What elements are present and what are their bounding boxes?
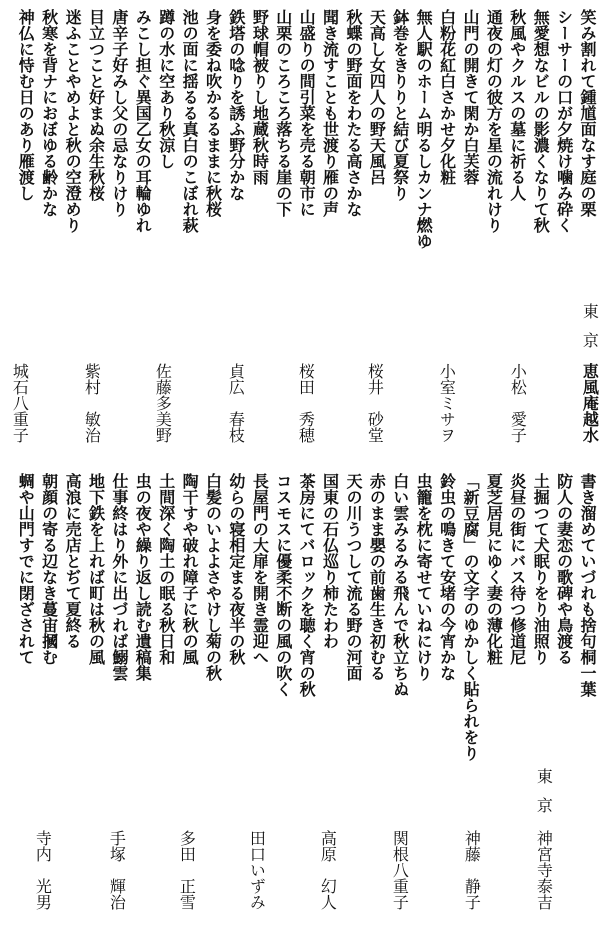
author-name: 寺内 光男 [33,830,53,910]
haiku-line: 天の川うつして流る野の河面 [343,473,363,681]
haiku-line: 山栗のころころ落ちる崖の下 [273,9,293,217]
haiku-line: 無人駅のホーム明るしカンナ燃ゆ [414,9,434,249]
haiku-line: 聞き流すことも世渡り雁の声 [320,9,340,217]
haiku-line: 目立つこと好まぬ余生秋桜 [86,9,106,201]
haiku-line: みこし担ぐ異国乙女の耳輪ゆれ [133,9,153,233]
author-name: 高原 幻人 [318,830,338,910]
haiku-line: 高浪に売店とぢて夏終る [63,473,83,649]
haiku-line: 笑み割れて鍾馗面なす庭の栗 [578,9,597,217]
haiku-line: 土間深く陶土の眠る秋日和 [156,473,176,665]
author-name: 小室ミサヲ [437,363,457,443]
author-name: 城石八重子 [10,363,30,443]
haiku-line: 秋蝶の野面をわたる高さかな [343,9,363,217]
haiku-line: 鉢巻をきりりと結び夏祭り [390,9,410,201]
haiku-line: 仕事終はり外に出づれば鰯雲 [109,473,129,681]
author-name: 桜井 砂堂 [365,363,385,443]
haiku-line: 無愛想なビルの影濃くなりて秋 [531,9,551,233]
haiku-line: 長屋門の大扉を開き霊迎へ [250,473,270,665]
haiku-line: コスモスに優柔不断の風の吹く [273,473,293,697]
haiku-line: 地下鉄を上れば町は秋の風 [86,473,106,665]
haiku-line: 国東の石仏巡り柿たわわ [320,473,340,649]
haiku-line: 山門の開きて閑か白芙蓉 [460,9,480,185]
haiku-line: 虫の夜や繰り返し読む遺稿集 [133,473,153,681]
haiku-line: 鉄塔の唸りを誘ふ野分かな [226,9,246,201]
haiku-line: 書き溜めていづれも捨句桐一葉 [578,473,597,697]
top-haiku-columns [14,9,599,339]
author-city: 東京 [580,303,600,361]
author-name: 佐藤多美野 [153,363,173,443]
bottom-haiku-section [0,464,610,928]
haiku-line: シーサーの口が夕焼け噛み砕く [554,9,574,233]
haiku-line: 鈴虫の鳴きて安堵の今宵かな [437,473,457,681]
author-name: 関根八重子 [390,830,410,910]
author-name: 田口いずみ [247,830,267,910]
haiku-line: 迷ふことやめよと秋の空澄めり [63,9,83,233]
haiku-line: 「新豆腐」の文字のゆかしく貼られをり [460,473,480,761]
author-name: 神藤 静子 [462,830,482,910]
author-name: 貞広 春枝 [226,363,246,443]
haiku-line: 白い雲みるみる飛んで秋立ちぬ [390,473,410,697]
author-name: 小松 愛子 [508,363,528,443]
haiku-line: 蹲の水に空あり秋涼し [156,9,176,169]
haiku-line: 炎昼の街にバス待つ修道尼 [507,473,527,665]
author-name: 多田 正雪 [177,830,197,910]
author-name: 神宮寺泰吉 [534,830,554,910]
haiku-line: 野球帽被りし地蔵秋時雨 [250,9,270,185]
haiku-line: 白髪のいよよさやけし菊の秋 [203,473,223,681]
haiku-line: 虫籠を枕に寄せていねにけり [414,473,434,681]
haiku-line: 池の面に揺るる真白のこぼれ萩 [180,9,200,233]
bottom-haiku-columns [14,473,599,803]
haiku-line: 陶干すや破れ障子に秋の風 [180,473,200,665]
haiku-line: 秋風やクルスの墓に祈る人 [507,9,527,201]
haiku-line: 朝顔の寄る辺なき蔓宙摑む [39,473,59,665]
haiku-line: 茶房にてバロックを聴く宵の秋 [297,473,317,697]
haiku-line: 身を委ね吹かるるままに秋桜 [203,9,223,217]
author-name: 恵風庵越水 [580,363,600,443]
author-name: 手塚 輝治 [107,830,127,910]
haiku-line: 山盛りの間引菜を売る朝市に [297,9,317,217]
author-name: 桜田 秀穂 [296,363,316,443]
haiku-line: 幼らの寝相定まる夜半の秋 [226,473,246,665]
haiku-line: 蜩や山門すでに閉ざされて [16,473,36,665]
haiku-line: 土掘つて犬眠りをり油照り [531,473,551,665]
haiku-line: 夏芝居見にゆく妻の薄化粧 [484,473,504,665]
haiku-line: 通夜の灯の彼方を星の流れけり [484,9,504,233]
author-name: 紫村 敏治 [82,363,102,443]
author-city: 東京 [534,768,554,826]
haiku-line: 白粉花紅白さかせ夕化粧 [437,9,457,185]
haiku-line: 防人の妻恋の歌碑や鳥渡る [554,473,574,665]
haiku-line: 神仏に恃む日のあり雁渡し [16,9,36,201]
haiku-line: 秋寒を背ナにおぼゆる齢かな [39,9,59,217]
haiku-line: 唐辛子好みし父の忌なりけり [109,9,129,217]
haiku-line: 天高し女四人の野天風呂 [367,9,387,185]
haiku-line: 赤のまま嬰の前歯生き初むる [367,473,387,681]
